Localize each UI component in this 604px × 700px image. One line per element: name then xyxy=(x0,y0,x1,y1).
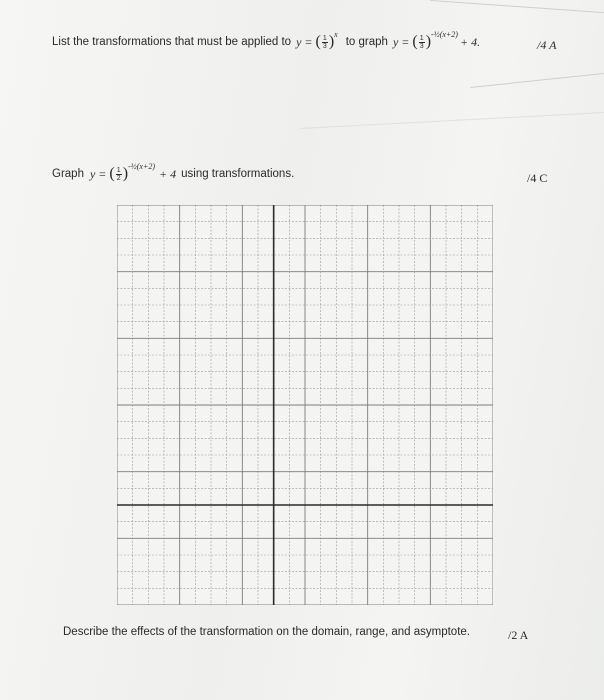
to-graph-text: to graph xyxy=(345,36,388,48)
plus-four: + 4 xyxy=(159,166,177,181)
paper-crease xyxy=(430,0,604,13)
fraction-one-third: $\frac{1}{3}$ xyxy=(322,34,327,50)
marks-question-d: /2 A xyxy=(508,628,529,642)
marks-question-a: /4 A xyxy=(537,38,557,52)
question-a-intro: List the transformations that must be applied to xyxy=(52,36,292,48)
question-c: Graph y = ( $\frac{1}{2}$ ) -½(x+2) + 4 using transformations. xyxy=(52,161,295,182)
question-c-equation-label: y = xyxy=(89,166,107,181)
question-a-target-equation-label: y = xyxy=(392,34,410,49)
exponent-transformed: -½(x+2) xyxy=(128,161,156,171)
question-a: List the transformations that must be applied to y = ( $\frac{1}{3}$ ) x to graph y = ( $\frac{1}{3}$ ) -½(x+2) + 4. xyxy=(52,29,481,50)
using-transformations-text: using transformations. xyxy=(181,168,295,180)
question-d-text: Describe the effects of the transformation on the domain, range, and asymptote. xyxy=(63,626,470,638)
question-d xyxy=(63,626,470,638)
exponent-x: x xyxy=(334,29,338,39)
grid-svg[interactable] xyxy=(117,205,493,605)
exponent-transformed: -½(x+2) xyxy=(431,29,458,39)
fraction-one-half: $\frac{1}{2}$ xyxy=(116,166,121,182)
fraction-one-third: $\frac{1}{3}$ xyxy=(419,34,424,50)
question-a-base-equation-label: y = xyxy=(296,34,313,49)
plus-four: + 4. xyxy=(459,34,481,49)
paper-crease xyxy=(300,112,604,129)
graph-label: Graph xyxy=(52,168,84,180)
marks-question-c: /4 C xyxy=(527,171,548,185)
graph-grid[interactable] xyxy=(117,205,493,605)
paper-crease xyxy=(470,73,603,88)
